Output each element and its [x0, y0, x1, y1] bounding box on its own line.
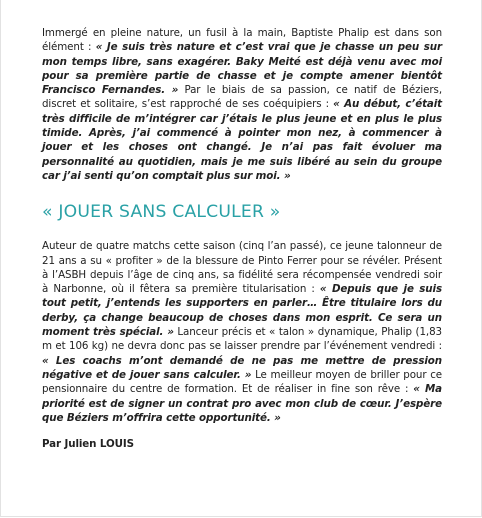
- author-byline: Par Julien LOUIS: [42, 438, 134, 451]
- paragraph-main: [42, 239, 442, 425]
- section-subheading: « JOUER SANS CALCULER »: [42, 202, 281, 223]
- main-text-3: Le meilleur moyen de briller pour ce pensionnaire du centre de formation. Et de réaliser in fine son rêve :: [42, 368, 442, 396]
- quote-integration: « Au début, c’était très difficile de m’intégrer car j’étais le plus jeune et en plus le plus timide. Après, j’ai commencé à pointer mon nez, à commencer à jouer et les choses ont changé. Je n’ai pas fait évoluer ma personnalité au quotidien, mais je me suis libéré au sein du groupe car j’ai senti qu’on comptait plus sur moi. »: [42, 98, 443, 182]
- main-text-1: Auteur de quatre matchs cette saison (cinq l’an passé), ce jeune talonneur de 21 ans a su « profiter » de la blessure de Pinto Ferrer pour se révéler. Présent à l’ASBH depuis l’âge de cinq ans, sa fidélité sera récompensée vendredi soir à Narbonne, où il fêtera sa première titularisation :: [42, 240, 442, 296]
- paragraph-intro: [42, 26, 442, 183]
- main-text-2: Lanceur précis et « talon » dynamique, Phalip (1,83 m et 106 kg) ne devra donc pas se laisser prendre par l’événement vendredi :: [42, 326, 442, 353]
- intro-mid-text: Par le biais de sa passion, ce natif de Béziers, discret et solitaire, s’est rapproché de ses coéquipiers :: [42, 84, 442, 111]
- quote-contract: « Ma priorité est de signer un contrat pro avec mon club de cœur. J’espère que Béziers m’offrira cette opportunité. »: [42, 383, 442, 424]
- quote-coachs: « Les coachs m’ont demandé de ne pas me mettre de pression négative et de jouer sans calculer. »: [42, 354, 442, 381]
- quote-derby: « Depuis que je suis tout petit, j’entends les supporters en parler… Être titulaire lors du derby, ça change beaucoup de choses dans mon esprit. Ce sera un moment très spécial. »: [42, 283, 442, 339]
- intro-text: Immergé en pleine nature, un fusil à la main, Baptiste Phalip est dans son élément :: [42, 27, 442, 54]
- quote-hunting: « Je suis très nature et c’est vrai que je chasse un peu sur mon temps libre, sans exagérer. Baky Meité est déjà venu avec moi pour sa première partie de chasse et je compte amener bientôt Francisco Fernandes. »: [42, 41, 442, 97]
- article-body: [42, 26, 442, 451]
